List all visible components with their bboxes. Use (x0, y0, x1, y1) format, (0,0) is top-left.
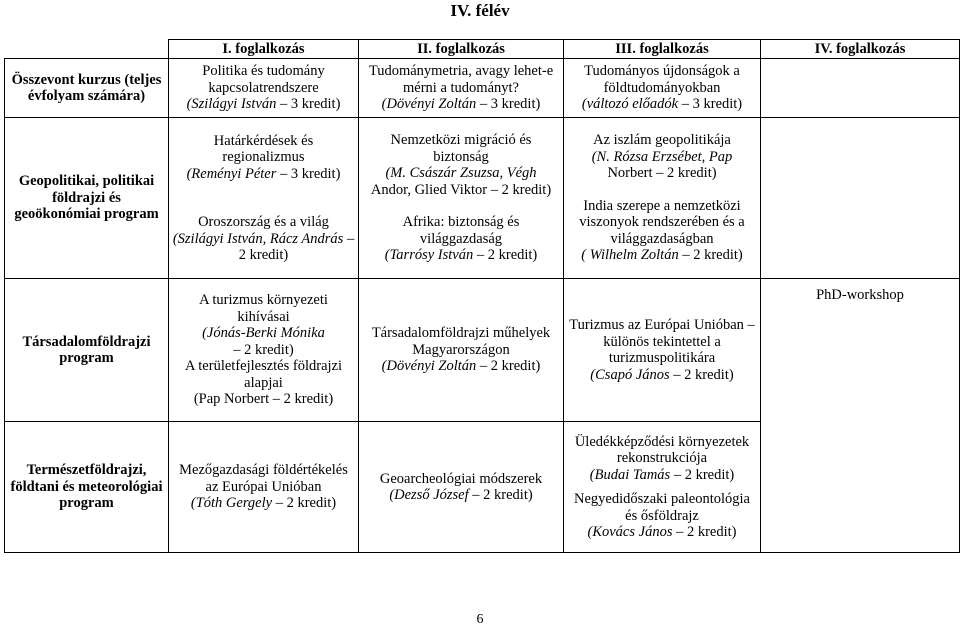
course-cell (359, 59, 564, 118)
course-credit: – 2 kredit) (669, 366, 734, 383)
table-row (5, 59, 960, 118)
course-title: Társadalomföldrajzi műhelyek Magyarországon (371, 325, 551, 358)
schedule-table (4, 39, 960, 553)
empty-cell (761, 118, 960, 279)
course-lecturer: (Dövényi Zoltán (381, 358, 477, 375)
course-cell (169, 59, 359, 118)
course-title: Tudományos újdonságok a földtudományokban (584, 63, 740, 96)
empty-cell (761, 59, 960, 118)
course-credit: Norbert – 2 kredit) (607, 165, 717, 182)
header-session-4: IV. foglalkozás (761, 40, 960, 59)
row-label-termfold: Természetföldrajzi, földtani és meteorológiai program (5, 422, 169, 553)
course-cell (169, 118, 359, 279)
course-lecturer: (N. Rózsa Erzsébet, Pap (591, 148, 733, 165)
course-title: A turizmus környezeti kihívásai (199, 292, 328, 325)
course-cell (564, 279, 761, 422)
course-title: Oroszország és a világ (198, 214, 329, 230)
course-credit: – 3 kredit) (678, 96, 743, 113)
course-title: Negyedidőszaki paleontológia és ősföldrajz (574, 491, 750, 524)
course-title: Politika és tudomány kapcsolatrendszere (202, 63, 325, 96)
course-credit: – 2 kredit) (670, 466, 735, 483)
course-cell (169, 422, 359, 553)
course-cell (169, 279, 359, 422)
course-lecturer: (Szilágyi István (186, 96, 277, 113)
course-lecturer: (Szilágyi István, Rácz András (172, 230, 344, 247)
course-cell (564, 422, 761, 553)
course-credit: – 2 kredit) (473, 247, 538, 264)
course-lecturer: (Csapó János (590, 366, 670, 383)
row-label-tarsfold: Társadalomföldrajzi program (5, 279, 169, 422)
course-cell (359, 422, 564, 553)
course-lecturer: (Kovács János (587, 524, 673, 540)
course-credit: – 3 kredit) (276, 165, 341, 182)
course-cell (359, 118, 564, 279)
course-cell (564, 118, 761, 279)
course-lecturer: (Jónás-Berki Mónika (202, 325, 325, 342)
course-lecturer: (Tóth Gergely (190, 495, 273, 512)
header-row (5, 40, 960, 59)
course-title: Tudománymetria, avagy lehet-e mérni a tudományt? (368, 63, 554, 96)
course-lecturer: (Dezső József (389, 487, 469, 503)
course-lecturer: (Dövényi Zoltán (381, 96, 477, 113)
course-title: Mezőgazdasági földértékelés az Európai Unióban (179, 462, 348, 495)
row-label-osszevont: Összevont kurzus (teljes évfolyam számára) (5, 59, 169, 118)
course-lecturer: (Budai Tamás (589, 466, 671, 483)
course-credit: – 2 kredit) (468, 487, 533, 503)
course-lecturer: (Reményi Péter (186, 165, 277, 182)
course-title: Turizmus az Európai Unióban – különös tekintettel a turizmuspolitikára (569, 317, 755, 366)
course-credit: – 3 kredit) (276, 96, 341, 113)
row-label-geopol: Geopolitikai, politikai földrajzi és geoökonómiai program (5, 118, 169, 279)
workshop-cell (761, 279, 960, 553)
course-credit: – 2 kredit) (233, 341, 294, 358)
course-lecturer: (változó előadók (581, 96, 679, 113)
course-cell (564, 59, 761, 118)
page-number: 6 (476, 612, 484, 627)
course-cell (359, 279, 564, 422)
course-credit: – 2 kredit) (672, 524, 737, 540)
course-credit: – 2 kredit) (678, 247, 743, 264)
course-title: Afrika: biztonság és világgazdaság (402, 214, 520, 247)
course-credit: – 2 kredit) (476, 358, 541, 375)
page-title: IV. félév (450, 1, 510, 20)
course-credit: – 2 kredit) (272, 495, 337, 512)
course-lecturer: (Tarrósy István (384, 247, 474, 264)
course-title: Az iszlám geopolitikája (593, 132, 731, 149)
course-credit: – 3 kredit) (476, 96, 541, 113)
course-title: India szerepe a nemzetközi viszonyok rendszerében és a világgazdaságban (579, 197, 745, 247)
header-session-3: III. foglalkozás (564, 40, 761, 59)
course-title: Határkérdések és regionalizmus (213, 132, 314, 165)
course-lecturer: (M. Császár Zsuzsa, Végh (385, 165, 537, 182)
header-session-1: I. foglalkozás (169, 40, 359, 59)
course-credit: – 2 kredit) (238, 230, 355, 263)
course-title: Geoarcheológiai módszerek (379, 470, 543, 487)
corner-cell (5, 40, 169, 59)
workshop-label: PhD-workshop (816, 287, 904, 303)
course-lecturer: ( Wilhelm Zoltán (581, 247, 679, 264)
course-credit: Andor, Glied Viktor – 2 kredit) (370, 181, 552, 198)
course-lecturer: (Pap Norbert (193, 391, 270, 408)
table-row (5, 118, 960, 279)
course-credit: – 2 kredit) (269, 391, 334, 408)
course-title: Nemzetközi migráció és biztonság (390, 132, 532, 165)
course-title: A területfejlesztés földrajzi alapjai (184, 358, 342, 391)
table-row (5, 279, 960, 422)
course-title: Üledékképződési környezetek rekonstrukciója (574, 433, 750, 466)
header-session-2: II. foglalkozás (359, 40, 564, 59)
